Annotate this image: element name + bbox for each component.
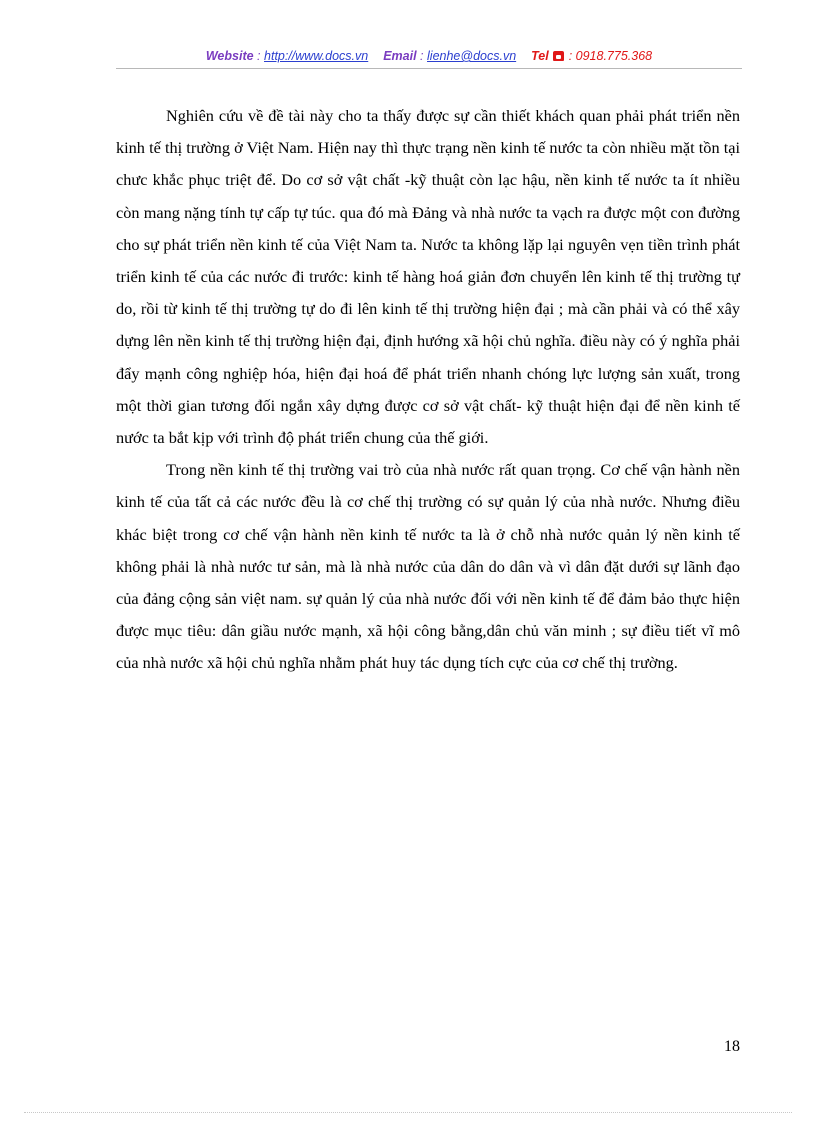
paragraph-1: Nghiên cứu về đề tài này cho ta thấy được sự cần thiết khách quan phải phát triển nền kinh tế thị trường ở Việt Nam. Hiện nay thì thực trạng nền kinh tế nước ta còn nhiều mặt tồn tại chưc khắc phục triệt để. Do cơ sở vật chất -kỹ thuật còn lạc hậu, nền kinh tế nước ta ít nhiều còn mang nặng tính tự cấp tự túc. qua đó mà Đảng và nhà nước ta vạch ra được một con đường cho sự phát triển nền kinh tế của Việt Nam ta. Nước ta không lặp lại nguyên vẹn tiền trình phát triển kinh tế của các nước đi trước: kinh tế hàng hoá giản đơn chuyển lên kinh tế thị trường tự do, rồi từ kinh tế thị trường tự do đi lên kinh tế thị trường hiện đại ; mà cần phải và có thể xây dựng lên nền kinh tế thị trường hiện đại, định hướng xã hội chủ nghĩa. điều này có ý nghĩa phải đẩy mạnh công nghiệp hóa, hiện đại hoá để phát triển nhanh chóng lực lượng sản xuất, trong một thời gian tương đối ngắn xây dựng được cơ sở vật chất- kỹ thuật hiện đại để nền kinh tế nước ta bắt kịp với trình độ phát triển chung của thế giới.	[116, 106, 740, 448]
page-number: 18	[724, 1038, 740, 1055]
website-separator: :	[257, 49, 261, 63]
website-label: Website	[205, 49, 254, 63]
footer-divider	[24, 1112, 792, 1113]
email-label: Email	[383, 49, 417, 63]
phone-icon	[553, 51, 564, 61]
website-link[interactable]: http://www.docs.vn	[264, 49, 369, 63]
document-body	[116, 100, 740, 680]
tel-number: : 0918.775.368	[568, 49, 653, 63]
paragraph-2: Trong nền kinh tế thị trường vai trò của nhà nước rất quan trọng. Cơ chế vận hành nền kinh tế của tất cả các nước đều là cơ chế thị trường có sự quản lý của nhà nước. Nhưng điều khác biệt trong cơ chế vận hành nền kinh tế nước ta là ở chỗ nhà nước quản lý nền kinh tế không phải là nhà nước tư sản, mà là nhà nước của dân do dân và vì dân đặt dưới sự lãnh đạo của đảng cộng sản việt nam. sự quản lý của nhà nước đối với nền kinh tế để đảm bảo thực hiện được mục tiêu: dân giầu nước mạnh, xã hội công bằng,dân chủ văn minh ; sự điều tiết vĩ mô của nhà nước xã hội chủ nghĩa nhằm phát huy tác dụng tích cực của cơ chế thị trường.	[116, 460, 740, 673]
email-separator: :	[420, 49, 424, 63]
page-header	[116, 46, 742, 69]
tel-label: Tel	[531, 49, 549, 63]
email-link[interactable]: lienhe@docs.vn	[427, 49, 517, 63]
